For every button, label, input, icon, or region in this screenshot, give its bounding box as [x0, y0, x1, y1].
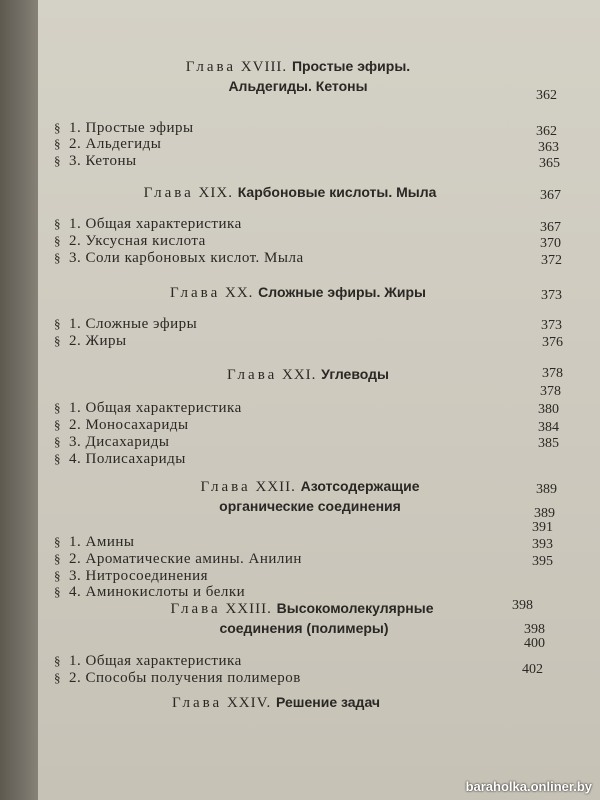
- entry-page: 393: [532, 537, 553, 552]
- chapter-heading-line2: соединения (полимеры): [219, 620, 389, 636]
- toc-entry: § 1. Общая характеристика: [54, 216, 242, 232]
- toc-entry: § 1. Простые эфиры: [54, 120, 194, 136]
- chapter-page: 398: [512, 598, 533, 613]
- chapter-heading: Глава XXIV. Решение задач: [171, 694, 381, 711]
- chapter-page: 362: [536, 88, 557, 103]
- book-page: [38, 0, 600, 800]
- toc-entry: § 3. Дисахариды: [54, 434, 170, 450]
- chapter-heading: Глава XVIII. Простые эфиры.: [185, 58, 411, 75]
- chapter-heading: Глава XIX. Карбоновые кислоты. Мыла: [143, 184, 437, 201]
- toc-entry: § 3. Соли карбоновых кислот. Мыла: [54, 250, 304, 266]
- chapter-page: 389: [534, 506, 555, 521]
- entry-page: 373: [541, 318, 562, 333]
- toc-entry: § 2. Моносахариды: [54, 417, 189, 433]
- chapter-page: 400: [524, 636, 545, 651]
- chapter-heading: Глава XXI. Углеводы: [227, 366, 389, 383]
- toc-entry: § 1. Общая характеристика: [54, 400, 242, 416]
- chapter-page: 373: [541, 288, 562, 303]
- toc-entry: § 1. Сложные эфиры: [54, 316, 198, 332]
- entry-page: 402: [522, 662, 543, 677]
- entry-page: 363: [538, 140, 559, 155]
- chapter-page: 367: [540, 188, 561, 203]
- chapter-heading: Глава XXIII. Высокомолекулярные: [170, 600, 434, 617]
- toc-entry: § 2. Альдегиды: [54, 136, 162, 152]
- entry-page: 385: [538, 436, 559, 451]
- toc-entry: § 1. Общая характеристика: [54, 653, 242, 669]
- entry-page: 370: [540, 236, 561, 251]
- entry-page: 384: [538, 420, 559, 435]
- chapter-heading: Глава XXII. Азотсодержащие: [200, 478, 420, 495]
- toc-entry: § 3. Нитросоединения: [54, 568, 209, 584]
- toc-entry: § 2. Уксусная кислота: [54, 233, 206, 249]
- chapter-page: 378: [540, 384, 561, 399]
- toc-entry: § 2. Способы получения полимеров: [54, 670, 301, 686]
- toc-entry: § 1. Амины: [54, 534, 135, 550]
- chapter-heading: Глава XX. Сложные эфиры. Жиры: [170, 284, 426, 301]
- entry-page: 376: [542, 335, 563, 350]
- toc-entry: § 3. Кетоны: [54, 153, 137, 169]
- entry-page: 367: [540, 220, 561, 235]
- chapter-page: 378: [542, 366, 563, 381]
- toc-entry: § 4. Аминокислоты и белки: [54, 584, 246, 600]
- entry-page: 362: [536, 124, 557, 139]
- entry-page: 380: [538, 402, 559, 417]
- watermark: baraholka.onliner.by: [465, 779, 592, 794]
- chapter-heading-line2: органические соединения: [219, 498, 401, 514]
- chapter-page: 398: [524, 622, 545, 637]
- entry-page: 395: [532, 554, 553, 569]
- entry-page: 365: [539, 156, 560, 171]
- entry-page: 391: [532, 520, 553, 535]
- chapter-heading-line2: Альдегиды. Кетоны: [228, 78, 368, 94]
- toc-entry: § 2. Ароматические амины. Анилин: [54, 551, 302, 567]
- toc-entry: § 4. Полисахариды: [54, 451, 186, 467]
- book-spine: [0, 0, 42, 800]
- chapter-page: 389: [536, 482, 557, 497]
- toc-entry: § 2. Жиры: [54, 333, 127, 349]
- entry-page: 372: [541, 253, 562, 268]
